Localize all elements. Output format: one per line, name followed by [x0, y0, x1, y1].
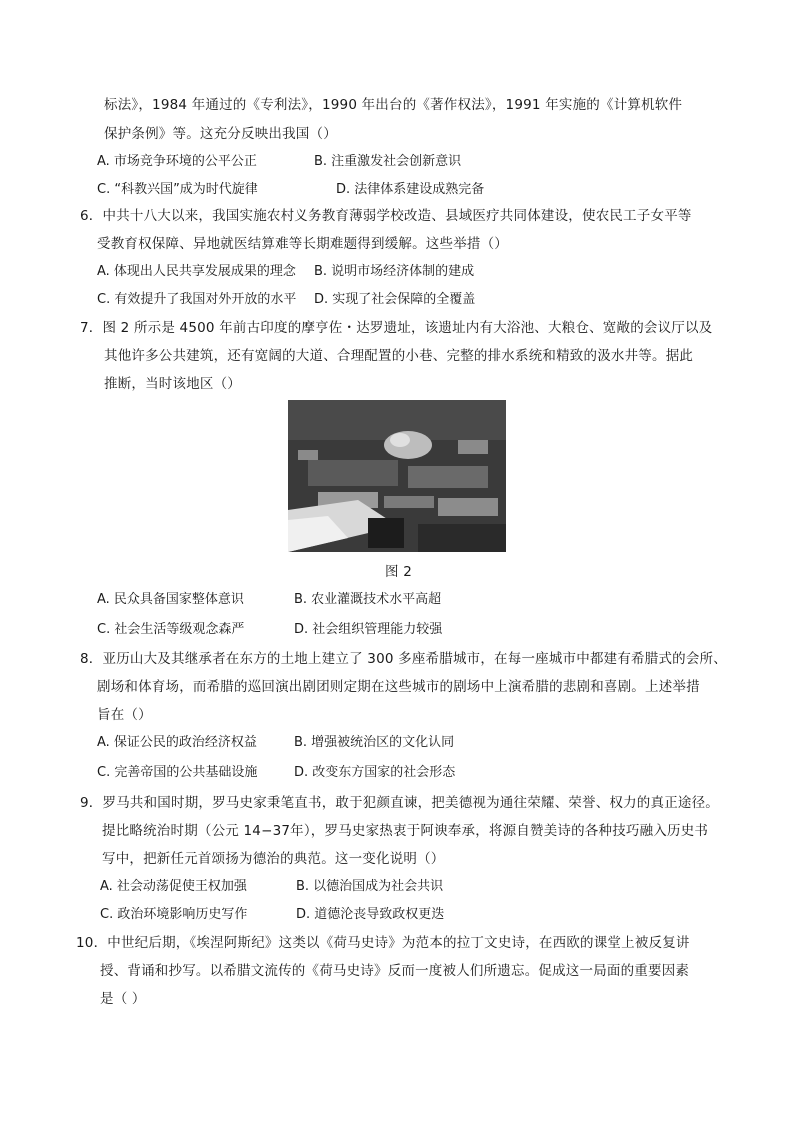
- q7-stem-line-3: 推断，当时该地区（）: [104, 376, 241, 392]
- q10-stem-line-1: 10．中世纪后期，《埃涅阿斯纪》这类以《荷马史诗》为范本的拉丁文史诗，在西欧的课堂上被反复讲: [76, 935, 690, 951]
- q7-option-b: B. 农业灌溉技术水平高超: [294, 592, 442, 607]
- q6-stem-line-1: 6．中共十八大以来，我国实施农村义务教育薄弱学校改造、县域医疗共同体建设，使农民工子女平等: [80, 208, 692, 224]
- q5-option-b: B. 注重激发社会创新意识: [314, 154, 462, 169]
- q10-stem-line-3: 是（ ）: [100, 991, 146, 1007]
- q8-stem-line-3: 旨在（）: [97, 707, 152, 723]
- q9-option-c: C. 政治环境影响历史写作: [100, 907, 248, 922]
- q7-figure-caption: 图 2: [385, 564, 412, 580]
- q9-stem-line-1: 9．罗马共和国时期，罗马史家秉笔直书，敢于犯颜直谏，把美德视为通往荣耀、荣誉、权力的真正途径。: [80, 795, 719, 811]
- q8-stem-line-1: 8．亚历山大及其继承者在东方的土地上建立了 300 多座希腊城市，在每一座城市中都建有希腊式的会所、: [80, 651, 727, 667]
- q9-stem-line-2: 提比略统治时期（公元 14−37年），罗马史家热衷于阿谀奉承，将源自赞美诗的各种技巧融入历史书: [102, 823, 709, 839]
- q7-option-c: C. 社会生活等级观念森严: [97, 622, 245, 637]
- q7-option-d: D. 社会组织管理能力较强: [294, 622, 443, 637]
- q9-option-d: D. 道德沦丧导致政权更迭: [296, 907, 445, 922]
- q7-stem-line-1: 7．图 2 所示是 4500 年前古印度的摩亨佐・达罗遗址，该遗址内有大浴池、大粮仓、宽敞的会议厅以及: [80, 320, 713, 336]
- q9-stem-line-3: 写中，把新任元首颂扬为德治的典范。这一变化说明（）: [102, 851, 445, 867]
- ruins-photo: [288, 400, 506, 552]
- q8-stem-line-2: 剧场和体育场，而希腊的巡回演出剧团则定期在这些城市的剧场中上演希腊的悲剧和喜剧。上述举措: [97, 679, 700, 695]
- q6-stem-line-2: 受教育权保障、异地就医结算难等长期难题得到缓解。这些举措（）: [97, 236, 508, 252]
- q5-stem-line-1: 标法》，1984 年通过的《专利法》，1990 年出台的《著作权法》，1991 年实施的《计算机软件: [104, 97, 683, 113]
- q6-option-c: C. 有效提升了我国对外开放的水平: [97, 292, 297, 307]
- q8-option-b: B. 增强被统治区的文化认同: [294, 735, 455, 750]
- q8-option-c: C. 完善帝国的公共基础设施: [97, 765, 258, 780]
- q7-option-a: A. 民众具备国家整体意识: [97, 592, 244, 607]
- q5-option-a: A. 市场竞争环境的公平公正: [97, 154, 257, 169]
- q10-stem-line-2: 授、背诵和抄写。以希腊文流传的《荷马史诗》反而一度被人们所遗忘。促成这一局面的重要因素: [100, 963, 690, 979]
- q7-stem-line-2: 其他许多公共建筑，还有宽阔的大道、合理配置的小巷、完整的排水系统和精致的汲水井等。据此: [104, 348, 694, 364]
- q9-option-a: A. 社会动荡促使王权加强: [100, 879, 247, 894]
- q8-option-d: D. 改变东方国家的社会形态: [294, 765, 456, 780]
- q6-option-a: A. 体现出人民共享发展成果的理念: [97, 264, 296, 279]
- q8-option-a: A. 保证公民的政治经济权益: [97, 735, 257, 750]
- q9-option-b: B. 以德治国成为社会共识: [296, 879, 444, 894]
- q5-option-c: C. “科教兴国”成为时代旋律: [97, 182, 258, 197]
- q6-option-d: D. 实现了社会保障的全覆盖: [314, 292, 476, 307]
- q5-stem-line-2: 保护条例》等。这充分反映出我国（）: [104, 126, 337, 142]
- q6-option-b: B. 说明市场经济体制的建成: [314, 264, 475, 279]
- q5-option-d: D. 法律体系建设成熟完备: [336, 182, 485, 197]
